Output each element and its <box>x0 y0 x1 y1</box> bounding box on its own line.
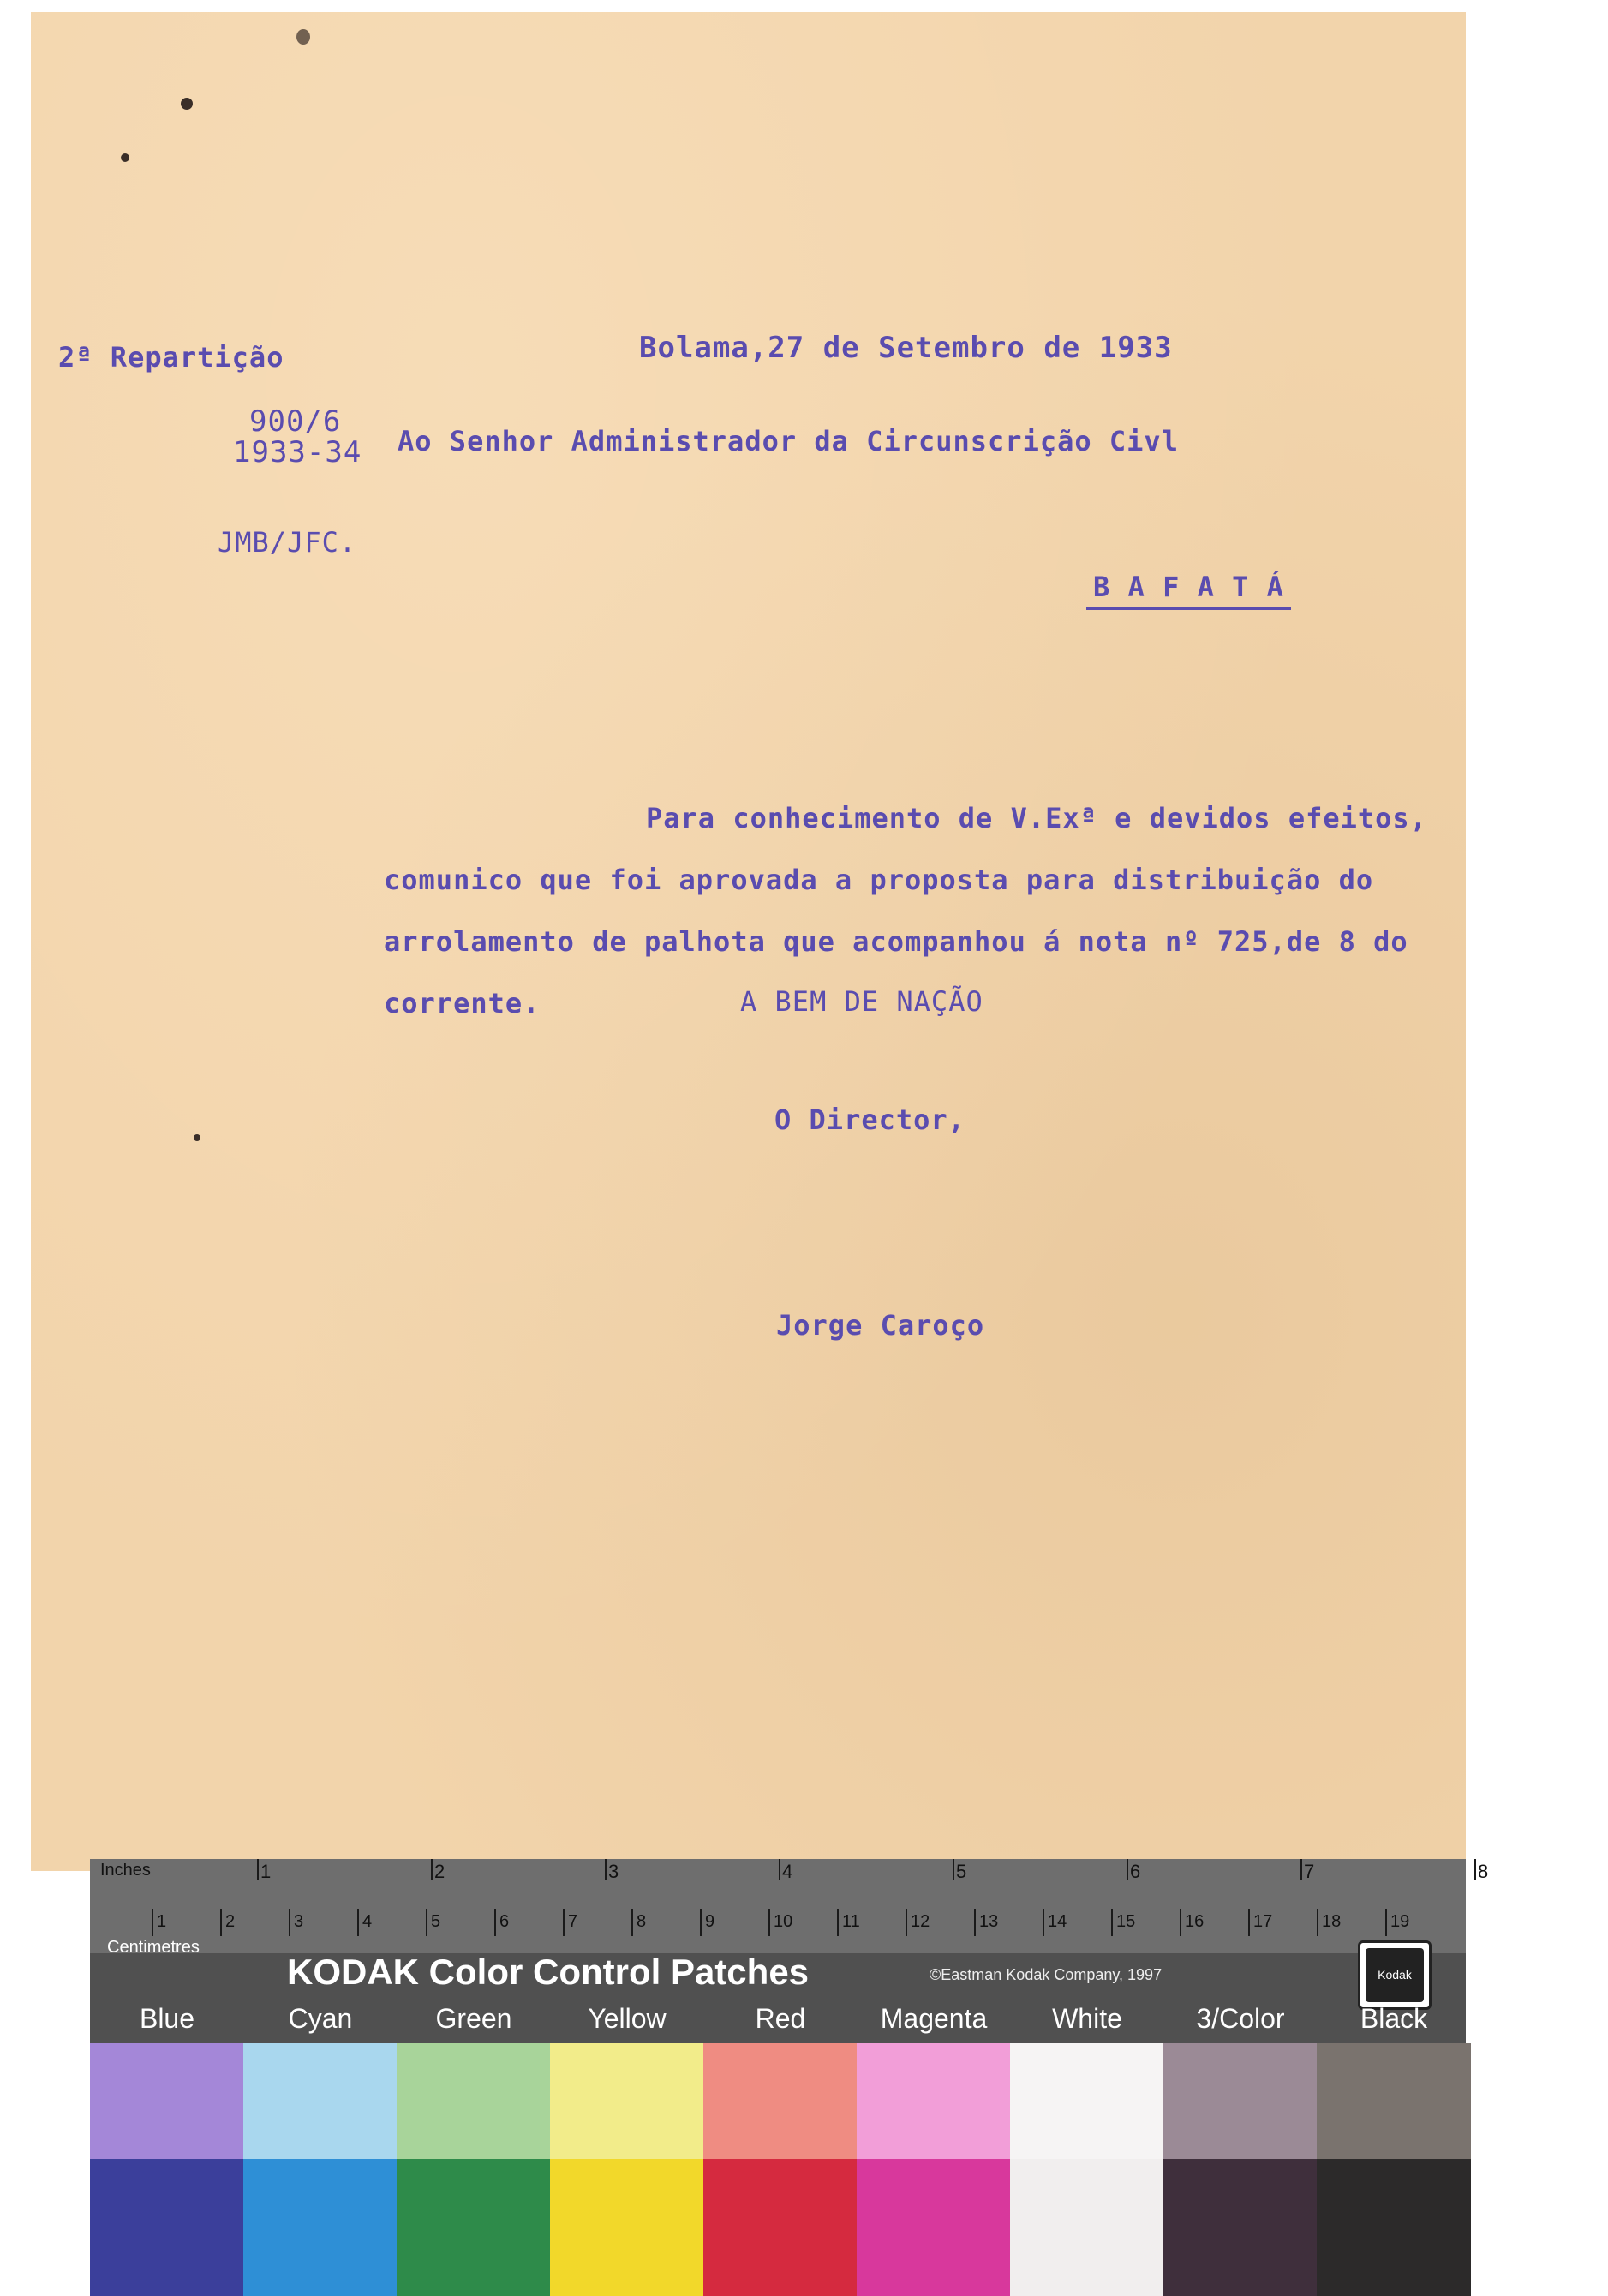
cm-number: 10 <box>774 1912 793 1931</box>
addressee-line: Ao Senhor Administrador da Circunscrição Civl <box>398 425 1179 457</box>
cm-number: 15 <box>1116 1912 1136 1931</box>
cm-number: 5 <box>431 1912 441 1931</box>
kodak-logo-text: Kodak <box>1366 1948 1424 2002</box>
patch-label: Blue <box>139 2003 195 2034</box>
inch-number: 5 <box>956 1861 967 1882</box>
patch-label: White <box>1052 2003 1122 2034</box>
inch-number: 1 <box>260 1861 272 1882</box>
inch-number: 8 <box>1478 1861 1489 1882</box>
cm-tick <box>974 1909 976 1936</box>
place-date: Bolama,27 de Setembro de 1933 <box>639 331 1173 365</box>
patch-label: Green <box>435 2003 512 2034</box>
color-patch-bottom <box>1317 2159 1471 2296</box>
inch-number: 3 <box>608 1861 619 1882</box>
color-patch-top <box>1010 2043 1164 2159</box>
ruler <box>90 1859 1489 1957</box>
cm-tick <box>837 1909 839 1936</box>
color-patch-bottom <box>397 2159 551 2296</box>
patch-label: 3/Color <box>1196 2003 1285 2034</box>
inch-tick <box>1300 1859 1302 1880</box>
cm-tick <box>700 1909 702 1936</box>
closing: O Director, <box>774 1103 965 1136</box>
section-label: 2ª Repartição <box>58 341 284 374</box>
cm-number: 14 <box>1048 1912 1067 1931</box>
reference-number: 900/6 <box>249 404 342 439</box>
cm-number: 8 <box>637 1912 647 1931</box>
cm-tick <box>563 1909 565 1936</box>
cm-number: 16 <box>1185 1912 1205 1931</box>
color-patch-top <box>90 2043 244 2159</box>
paper-speck <box>296 29 310 45</box>
color-patch-bottom <box>1010 2159 1164 2296</box>
body-line: comunico que foi aprovada a proposta para distribuição do <box>384 864 1374 896</box>
patch-label: Black <box>1360 2003 1428 2034</box>
body-line: corrente. <box>384 987 541 1019</box>
motto: A BEM DE NAÇÃO <box>740 985 983 1018</box>
destination-underlined: B A F A T Á <box>1086 571 1291 610</box>
cm-tick <box>1180 1909 1181 1936</box>
cm-tick <box>220 1909 222 1936</box>
color-patch-top <box>703 2043 858 2159</box>
inch-number: 4 <box>782 1861 793 1882</box>
kodak-color-control-strip <box>90 1859 1489 2296</box>
inch-tick <box>1474 1859 1476 1880</box>
color-patch-top <box>1317 2043 1471 2159</box>
typist-initials: JMB/JFC. <box>218 526 357 559</box>
cm-tick <box>289 1909 290 1936</box>
cm-tick <box>906 1909 907 1936</box>
cm-tick <box>1385 1909 1387 1936</box>
inch-tick <box>953 1859 954 1880</box>
patch-label: Magenta <box>880 2003 988 2034</box>
inch-number: 2 <box>434 1861 445 1882</box>
cm-number: 3 <box>294 1912 304 1931</box>
color-patch-top <box>1163 2043 1318 2159</box>
cm-tick <box>1043 1909 1044 1936</box>
cm-tick <box>494 1909 496 1936</box>
copyright: ©Eastman Kodak Company, 1997 <box>930 1966 1163 1983</box>
paper-speck <box>181 98 193 110</box>
cm-number: 12 <box>911 1912 930 1931</box>
color-patch-top <box>857 2043 1011 2159</box>
color-patch-top <box>550 2043 704 2159</box>
inch-tick <box>779 1859 780 1880</box>
letter-page <box>31 12 1466 1871</box>
cm-tick <box>357 1909 359 1936</box>
paper-speck <box>121 153 129 162</box>
color-patch-bottom <box>703 2159 858 2296</box>
cm-tick <box>1111 1909 1113 1936</box>
cm-tick <box>631 1909 633 1936</box>
signature-name: Jorge Caroço <box>776 1309 985 1342</box>
color-patch-bottom <box>550 2159 704 2296</box>
cm-tick <box>768 1909 770 1936</box>
cm-number: 1 <box>157 1912 167 1931</box>
cm-number: 2 <box>225 1912 236 1931</box>
body-line: arrolamento de palhota que acompanhou á nota nº 725,de 8 do <box>384 925 1408 958</box>
cm-number: 9 <box>705 1912 715 1931</box>
cm-number: 18 <box>1322 1912 1342 1931</box>
cm-number: 6 <box>499 1912 510 1931</box>
patch-label: Cyan <box>288 2003 353 2034</box>
color-patch-bottom <box>90 2159 244 2296</box>
inch-tick <box>431 1859 433 1880</box>
inch-number: 6 <box>1130 1861 1141 1882</box>
paper-speck <box>194 1134 200 1141</box>
cm-tick <box>152 1909 153 1936</box>
cm-number: 17 <box>1253 1912 1273 1931</box>
inch-tick <box>605 1859 607 1880</box>
color-patch-bottom <box>243 2159 398 2296</box>
cm-tick <box>1248 1909 1250 1936</box>
reference-year: 1933-34 <box>233 435 362 469</box>
color-patch-bottom <box>857 2159 1011 2296</box>
patch-label: Yellow <box>588 2003 667 2034</box>
inch-number: 7 <box>1304 1861 1315 1882</box>
inch-tick <box>257 1859 259 1880</box>
cm-number: 19 <box>1390 1912 1410 1931</box>
patch-label: Red <box>755 2003 806 2034</box>
cm-number: 4 <box>362 1912 373 1931</box>
strip-title: KODAK Color Control Patches <box>287 1952 810 1992</box>
body-line: Para conhecimento de V.Exª e devidos efeitos, <box>646 802 1427 834</box>
inch-tick <box>1127 1859 1128 1880</box>
centimetres-label: Centimetres <box>107 1938 200 1957</box>
color-patch-top <box>243 2043 398 2159</box>
cm-tick <box>426 1909 427 1936</box>
cm-number: 7 <box>568 1912 578 1931</box>
inches-label: Inches <box>100 1861 151 1880</box>
color-patch-top <box>397 2043 551 2159</box>
color-patch-bottom <box>1163 2159 1318 2296</box>
cm-tick <box>1317 1909 1318 1936</box>
cm-number: 11 <box>842 1912 860 1931</box>
kodak-logo <box>1358 1940 1432 2010</box>
cm-number: 13 <box>979 1912 999 1931</box>
